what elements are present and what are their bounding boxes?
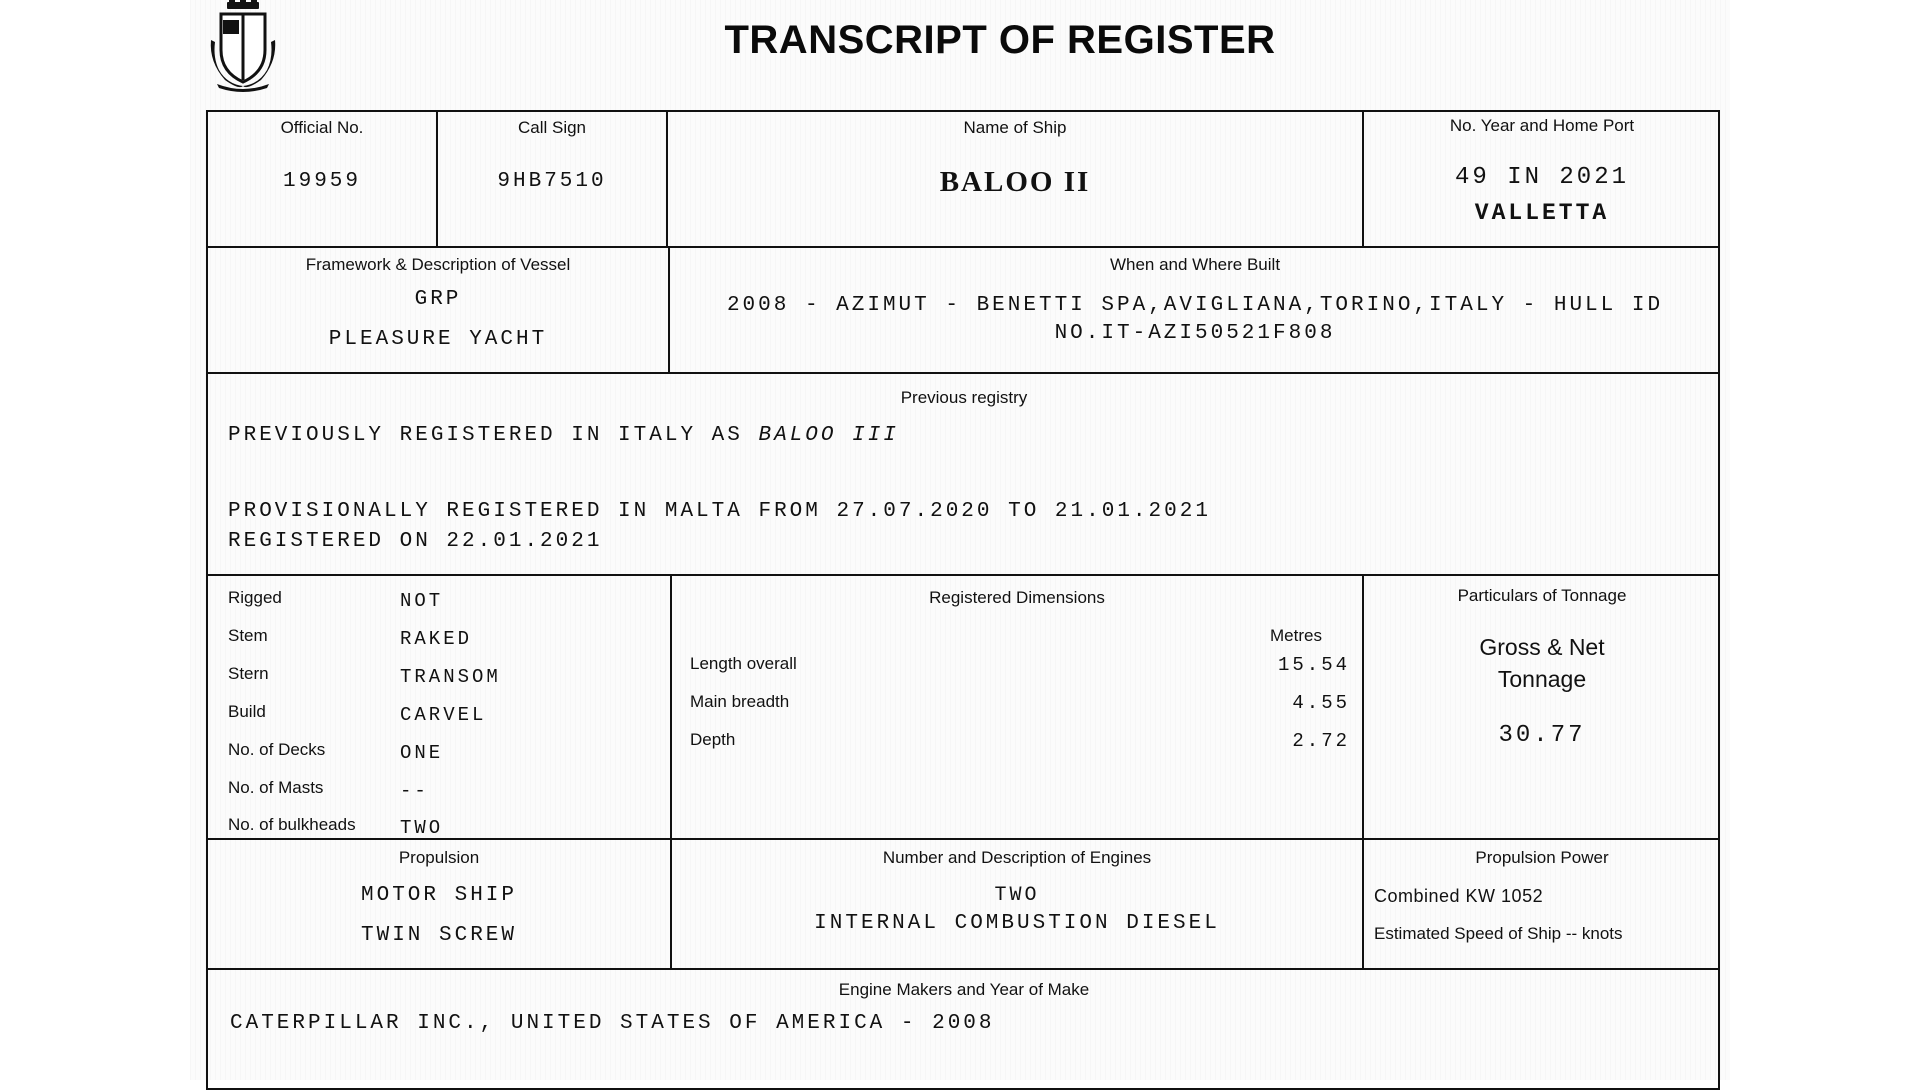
tonnage-label: Particulars of Tonnage (1457, 586, 1627, 605)
particular-label: Build (228, 702, 266, 721)
particular-label: No. of Decks (228, 740, 326, 759)
propulsion-label: Propulsion (398, 848, 480, 867)
built-label: When and Where Built (1109, 255, 1281, 274)
engine-makers-label: Engine Makers and Year of Make (838, 980, 1090, 999)
provisional-registration: PROVISIONALLY REGISTERED IN MALTA FROM 27.07.2020 TO 21.01.2021 (228, 500, 1211, 523)
framework-label: Framework & Description of Vessel (305, 255, 571, 274)
particular-label: Stern (228, 664, 269, 683)
tonnage-heading: Tonnage (1497, 666, 1587, 692)
row-divider (206, 968, 1720, 970)
previous-registry-line (228, 424, 899, 447)
coat-of-arms-emblem (205, 0, 281, 92)
particular-label: No. of Masts (228, 778, 324, 797)
previous-registry-text: PREVIOUSLY REGISTERED IN ITALY AS (228, 424, 743, 447)
call-sign-value: 9HB7510 (497, 170, 607, 193)
engine-description: INTERNAL COMBUSTION DIESEL (814, 912, 1220, 935)
official-no-value: 19959 (282, 170, 361, 193)
call-sign-label: Call Sign (517, 118, 587, 137)
particular-label: Rigged (228, 588, 282, 607)
particular-value: TRANSOM (400, 666, 501, 688)
home-port-label: No. Year and Home Port (1449, 116, 1635, 135)
previous-ship-name: BALOO III (758, 424, 899, 447)
row-divider (206, 574, 1720, 576)
dimension-label: Length overall (690, 654, 797, 673)
combined-power: Combined KW 1052 (1374, 886, 1544, 906)
dimensions-unit: Metres (1270, 626, 1322, 645)
estimated-speed: Estimated Speed of Ship -- knots (1374, 924, 1623, 943)
particular-value: NOT (400, 590, 444, 612)
document-title: TRANSCRIPT OF REGISTER (724, 18, 1276, 62)
tonnage-value: 30.77 (1498, 722, 1586, 749)
official-no-label: Official No. (280, 118, 364, 137)
propulsion-type: MOTOR SHIP (360, 884, 518, 907)
ship-name-label: Name of Ship (963, 118, 1067, 137)
dimensions-label: Registered Dimensions (929, 588, 1105, 607)
dimension-value: 4.55 (1292, 692, 1350, 714)
particular-label: Stem (228, 626, 268, 645)
engine-count: TWO (994, 884, 1040, 907)
hull-id: NO.IT-AZI50521F808 (1054, 322, 1336, 345)
particular-label: No. of bulkheads (228, 815, 356, 834)
framework-description: PLEASURE YACHT (328, 328, 548, 351)
ship-name-value: BALOO II (939, 166, 1091, 198)
particular-value: TWO (400, 817, 444, 839)
engine-makers-value: CATERPILLAR INC., UNITED STATES OF AMERICA - 2008 (230, 1012, 995, 1035)
registration-date: REGISTERED ON 22.01.2021 (228, 530, 603, 553)
dimension-label: Main breadth (690, 692, 790, 711)
propulsion-screw: TWIN SCREW (360, 924, 518, 947)
dimension-label: Depth (690, 730, 736, 749)
engines-label: Number and Description of Engines (882, 848, 1152, 867)
home-port-value: VALLETTA (1474, 200, 1610, 226)
previous-registry-label: Previous registry (900, 388, 1028, 407)
framework-material: GRP (414, 288, 462, 311)
particular-value: ONE (400, 742, 444, 764)
row-divider (206, 372, 1720, 374)
particular-value: CARVEL (400, 704, 487, 726)
dimension-value: 15.54 (1277, 654, 1350, 676)
built-details: 2008 - AZIMUT - BENETTI SPA,AVIGLIANA,TORINO,ITALY - HULL ID (726, 294, 1664, 317)
particular-value: -- (400, 780, 429, 802)
col-divider (670, 574, 672, 968)
particular-value: RAKED (400, 628, 473, 650)
registry-year-value: 49 IN 2021 (1454, 164, 1630, 191)
tonnage-heading: Gross & Net (1479, 634, 1605, 660)
row-divider (206, 246, 1720, 248)
propulsion-power-label: Propulsion Power (1475, 848, 1609, 867)
dimension-value: 2.72 (1292, 730, 1350, 752)
